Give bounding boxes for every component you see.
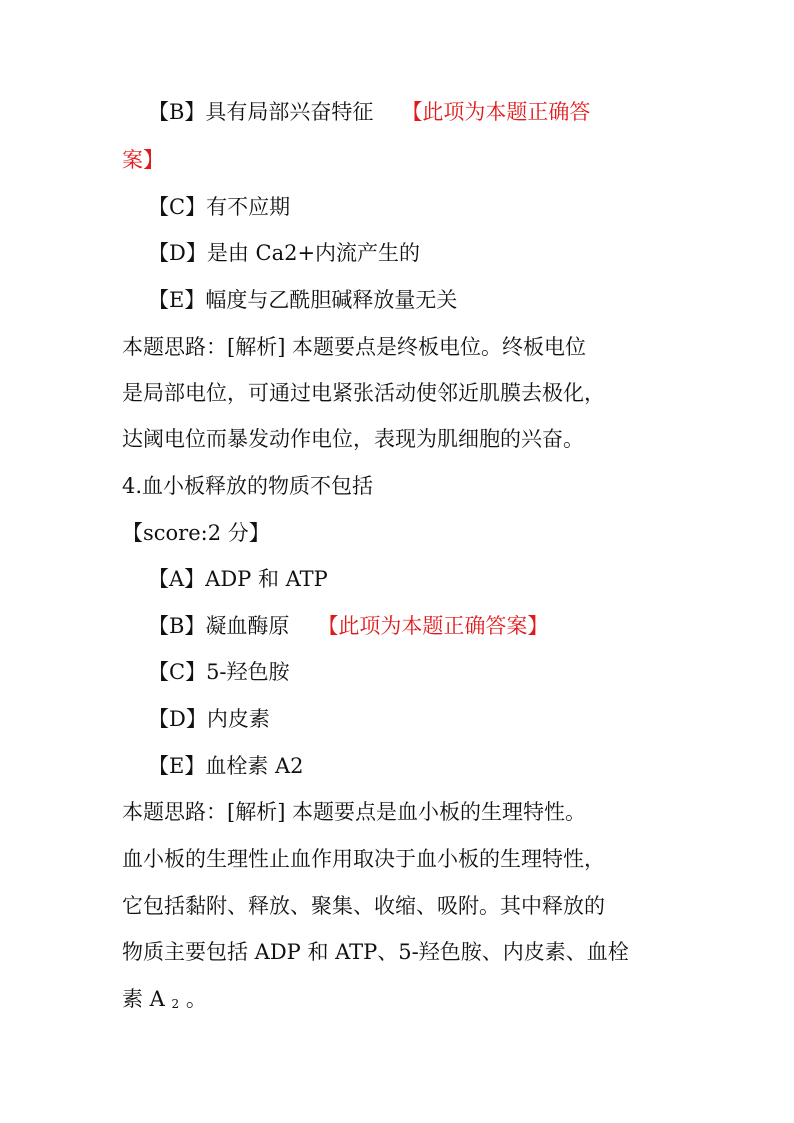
q4-score: 【score:2 分】 bbox=[122, 521, 270, 545]
q3-option-b-text: 【B】具有局部兴奋特征 bbox=[148, 100, 374, 124]
q4-analysis-line-3: 它包括黏附、释放、聚集、收缩、吸附。其中释放的 bbox=[122, 894, 605, 918]
q3-correct-marker: 【此项为本题正确答 bbox=[401, 100, 591, 124]
q3-analysis-line-1: 本题思路：[解析] 本题要点是终板电位。终板电位 bbox=[122, 335, 587, 359]
q3-option-d: 【D】是由 Ca2+内流产生的 bbox=[148, 241, 421, 265]
q3-analysis-line-2: 是局部电位，可通过电紧张活动使邻近肌膜去极化， bbox=[122, 381, 605, 405]
q4-analysis-line-1: 本题思路：[解析] 本题要点是血小板的生理特性。 bbox=[122, 800, 587, 824]
q3-option-b bbox=[148, 97, 590, 127]
q4-question: 4.血小板释放的物质不包括 bbox=[122, 474, 374, 498]
q4-analysis-line-5 bbox=[122, 984, 207, 1019]
q4-option-d: 【D】内皮素 bbox=[148, 707, 270, 731]
q4-option-a: 【A】ADP 和 ATP bbox=[148, 567, 328, 591]
q4-option-e: 【E】血栓素 A2 bbox=[148, 754, 304, 778]
q4-analysis-line-2: 血小板的生理性止血作用取决于血小板的生理特性， bbox=[122, 847, 605, 871]
q4-analysis-end-punct: 。 bbox=[185, 987, 207, 1011]
q4-analysis-line-4: 物质主要包括 ADP 和 ATP、5-羟色胺、内皮素、血栓 bbox=[122, 940, 629, 964]
q4-correct-marker: 【此项为本题正确答案】 bbox=[317, 614, 549, 638]
q4-option-b bbox=[148, 611, 548, 641]
q3-correct-marker-end: 案】 bbox=[122, 148, 164, 172]
q4-analysis-end-text: 素 A bbox=[122, 987, 165, 1011]
q3-analysis-line-3: 达阈电位而暴发动作电位，表现为肌细胞的兴奋。 bbox=[122, 427, 584, 451]
q3-correct-marker-continued bbox=[122, 145, 164, 175]
q4-analysis-subscript: 2 bbox=[171, 997, 180, 1011]
q3-option-c: 【C】有不应期 bbox=[148, 195, 291, 219]
q3-option-e: 【E】幅度与乙酰胆碱释放量无关 bbox=[148, 288, 458, 312]
q4-option-b-text: 【B】凝血酶原 bbox=[148, 614, 290, 638]
q4-option-c: 【C】5-羟色胺 bbox=[148, 660, 290, 684]
